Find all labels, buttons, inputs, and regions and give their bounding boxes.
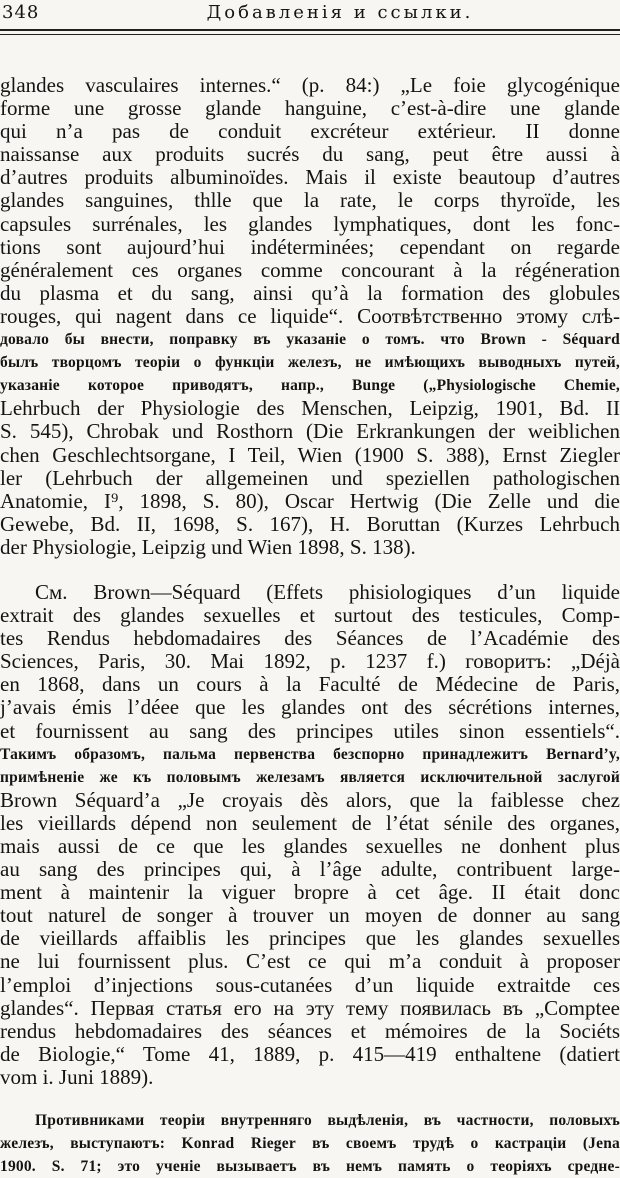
text-line: glandes“. Первая статья его на эту тему появилась въ „Comptee <box>0 995 620 1020</box>
text-line: mais aussi de ce que les glandes sexuelles ne donhent plus <box>0 834 620 858</box>
text-line: указаніе которое приводятъ, напр., Bunge („Physiologische Chemie, <box>0 377 620 395</box>
text-line: les vieillards dépend non seulement de l’état sénile des organes, <box>0 810 620 835</box>
text-line: ler (Lehrbuch der allgemeinen und speziellen pathologischen <box>0 465 620 490</box>
text-line: Lehrbuch der Physiologie des Menschen, Leipzig, 1901, Bd. II <box>0 396 620 421</box>
text-line: j’avais émis l’déee que les glandes ont des sécrétions internes, <box>0 695 620 720</box>
text-line: l’emploi d’injections sous-cutanées d’un liquide extraitde ces <box>0 972 620 997</box>
text-line: et fournissent au sang des principes utiles sinon essentiels“. <box>0 718 620 743</box>
text-line: довало бы внести, поправку въ указаніе о томъ. что Brown - Séquard <box>0 331 620 349</box>
text-line: de Biologie,“ Tome 41, 1889, p. 415—419 enthaltene (datiert <box>0 1041 620 1066</box>
text-line: ne lui fournissent plus. C’est ce qui m’a conduit à proposer <box>0 949 620 974</box>
text-line: du plasma et du sang, ainsi qu’à la formation des globules <box>0 280 620 305</box>
text-line: naissanse aux produits sucrés du sang, peut être aussi à <box>0 142 620 167</box>
text-line: Brown Séquard’a „Je croyais dès alors, que la faiblesse chez <box>0 787 620 812</box>
text-line: tions sont aujourd’hui indéterminées; cependant on regarde <box>0 234 620 259</box>
text-line: tes Rendus hebdomadaires des Séances de l’Académie des <box>0 626 620 651</box>
text-line: 1900. S. 71; это ученіе вызываетъ въ немъ память о теоріяхъ средне- <box>0 1158 620 1176</box>
text-line: rouges, qui nagent dans ce liquide“. Соотвѣтственно этому слѣ- <box>0 303 620 328</box>
paragraph-2 <box>0 581 620 1089</box>
text-line: extrait des glandes sexuelles et surtout des testicules, Comp- <box>0 603 620 628</box>
text-line: S. 545), Chrobak und Rosthorn (Die Erkrankungen der weiblichen <box>0 419 620 444</box>
text-line: en 1868, dans un cours à la Faculté de Médecine de Paris, <box>0 672 620 697</box>
body-text <box>0 74 620 1178</box>
text-line: Такимъ образомъ, пальма первенства безспорно принадлежитъ Bernard’y, <box>0 745 620 763</box>
paragraph-3 <box>0 1109 620 1178</box>
text-line: ment à maintenir la viguer bropre à cet âge. II était donc <box>0 880 620 905</box>
page-header <box>0 2 620 26</box>
text-line: См. Brown—Séquard (Effets phisiologiques d’un liquide <box>35 579 620 604</box>
text-line: Sciences, Paris, 30. Mai 1892, p. 1237 f.) говоритъ: „Déjà <box>0 649 620 674</box>
text-line: Gewebe, Bd. II, 1698, S. 167), H. Boruttan (Kurzes Lehrbuch <box>0 511 620 536</box>
text-line: glandes vasculaires internes.“ (p. 84:) „Le foie glycogénique <box>0 73 620 97</box>
text-line: capsules surrénales, les glandes lymphatiques, dont les fonc- <box>0 211 620 236</box>
text-line: généralement ces organes comme concourant à la régéneration <box>0 257 620 282</box>
text-line: au sang des principes qui, à l’âge adulte, contribuent large- <box>0 857 620 882</box>
text-line: vom i. Juni 1889). <box>0 1064 154 1089</box>
text-line: rendus hebdomadaires des séances et mémoires de la Sociéts <box>0 1018 620 1043</box>
text-line: железъ, выступаютъ: Konrad Rieger въ своемъ трудѣ о кастраціи (Jena <box>0 1135 620 1153</box>
text-line: forme une grosse glande hanguine, c’est-à-dire une glande <box>0 96 620 121</box>
text-line: chen Geschlechtsorgane, I Teil, Wien (1900 S. 388), Ernst Ziegler <box>0 442 620 467</box>
text-line: былъ творцомъ теоріи о функціи железъ, не имѣющихъ выводныхъ путей, <box>0 354 620 372</box>
text-line: tout naturel de songer à trouver un moyen de donner au sang <box>0 903 620 928</box>
text-line: der Physiologie, Leipzig und Wien 1898, S. 138). <box>0 534 416 559</box>
text-line: glandes sanguines, thlle que la rate, le corps thyroïde, les <box>0 188 620 213</box>
text-line: Anatomie, I⁹, 1898, S. 80), Oscar Hertwig (Die Zelle und die <box>0 488 620 513</box>
text-line: d’autres produits albuminoïdes. Mais il existe beautoup d’autres <box>0 165 620 190</box>
text-line: qui n’a pas de conduit excréteur extérieur. II donne <box>0 119 620 144</box>
header-rule-thin <box>0 34 620 35</box>
page-number: 348 <box>2 2 40 23</box>
header-rule-thick <box>0 29 620 31</box>
text-line: примѣненіе же къ половымъ железамъ является исключительной заслугой <box>0 768 620 786</box>
running-title: Добавленія и ссылки. <box>206 2 474 23</box>
text-line: de vieillards affaiblis les principes que les glandes sexuelles <box>0 926 620 951</box>
text-line: Противниками теоріи внутренняго выдѣленія, въ частности, половыхъ <box>35 1112 620 1130</box>
paragraph-1 <box>0 74 620 559</box>
